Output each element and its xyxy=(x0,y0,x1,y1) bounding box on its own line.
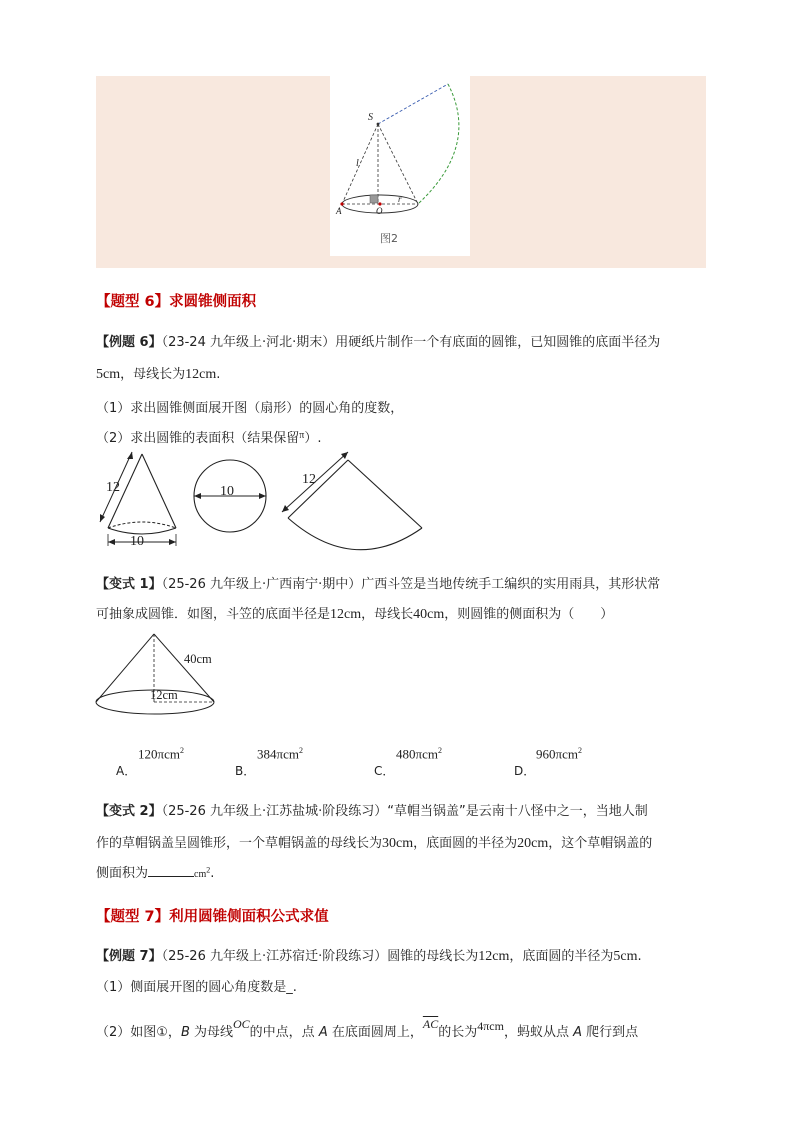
variant2-line3 xyxy=(96,862,214,881)
cone-slant-label: 12 xyxy=(106,480,120,495)
variant1-tag: 【变式 1】 xyxy=(96,577,162,592)
variant2-radius: 20cm xyxy=(517,836,549,851)
variant1-line2 xyxy=(96,603,613,623)
example7-slant: 12cm xyxy=(478,949,510,964)
circle-diameter-label: 10 xyxy=(220,484,234,499)
example7-text1a: （25-26 九年级上·江苏宿迁·阶段练习）圆锥的母线长为 xyxy=(161,949,479,964)
example6-radius: 5cm xyxy=(96,367,121,382)
arc-length: 4πcm xyxy=(477,1019,504,1033)
variant2-text2a: 作的草帽锅盖呈圆锥形，一个草帽锅盖的母线长为 xyxy=(96,836,383,851)
option-c-value: 480πcm$^2$ xyxy=(396,746,442,762)
example7-q2: （2）如图①，B 为母线OC的中点，点 A 在底面圆周上，$\overline{AC}$的长为4πcm，蚂蚁从点 A 爬行到点 xyxy=(96,1017,639,1040)
cone-unfold-diagram xyxy=(330,76,470,256)
variant2-text3a: 侧面积为 xyxy=(96,866,149,881)
variant1-cone-figure xyxy=(92,630,222,720)
section-heading-type6: 【题型 6】求圆锥侧面积 xyxy=(96,294,257,310)
label-r: r xyxy=(398,194,402,204)
variant2-text1: （25-26 九年级上·江苏盐城·阶段练习）“草帽当锅盖”是云南十八怪中之一，当地人制 xyxy=(161,804,648,819)
label-o: O xyxy=(376,206,383,216)
variant2-text2b: ，底面圆的半径为 xyxy=(413,836,518,851)
example6-tag: 【例题 6】 xyxy=(96,335,162,350)
variant2-text3-end: . xyxy=(210,866,215,881)
example6-q2 xyxy=(96,427,321,446)
variant1-radius: 12cm xyxy=(330,607,362,622)
arc-ac: $\overline{AC}$ xyxy=(422,1017,439,1031)
example7-text1c: . xyxy=(637,949,642,964)
variant1-text1: （25-26 九年级上·广西南宁·期中）广西斗笠是当地传统手工编织的实用雨具，其形状常 xyxy=(161,577,661,592)
variant1-slant: 40cm xyxy=(413,607,445,622)
option-b-letter: B． xyxy=(235,764,256,778)
example7-radius: 5cm xyxy=(613,949,638,964)
variant1-fig-radius: 12cm xyxy=(150,688,178,702)
variant1-text2c: ，则圆锥的侧面积为（ ） xyxy=(444,607,614,622)
example6-q1: （1）求出圆锥侧面展开图（扇形）的圆心角的度数， xyxy=(96,401,404,416)
example6-figures-svg xyxy=(96,446,446,556)
example6-text3: . xyxy=(216,367,221,382)
variant2-slant: 30cm xyxy=(382,836,414,851)
example7-q1: （1）侧面展开图的圆心角度数是_. xyxy=(96,980,297,995)
sector-radius-label: 12 xyxy=(302,472,316,487)
option-b-value: 384πcm$^2$ xyxy=(257,746,303,762)
variant1-cone-svg xyxy=(92,630,222,720)
option-a-letter: A． xyxy=(116,764,137,778)
variant2-unit: $cm^2$ xyxy=(194,865,211,880)
variant1-fig-slant: 40cm xyxy=(184,652,212,666)
example6-line2 xyxy=(96,363,220,383)
cone-base-label: 10 xyxy=(130,534,144,549)
example6-q2-end: ）. xyxy=(304,431,322,446)
label-a: A xyxy=(336,206,342,216)
example7-line1 xyxy=(96,945,642,965)
example6-q2-pi: π xyxy=(299,430,305,441)
variant1-line1 xyxy=(96,573,660,592)
example6-text1: （23-24 九年级上·河北·期末）用硬纸片制作一个有底面的圆锥，已知圆锥的底面半径为 xyxy=(161,335,661,350)
figure-caption: 图2 xyxy=(380,232,398,245)
example6-q2-start: （2）求出圆锥的表面积（结果保留 xyxy=(96,431,300,446)
option-d-value: 960πcm$^2$ xyxy=(536,746,582,762)
variant2-text2c: ，这个草帽锅盖的 xyxy=(548,836,653,851)
label-l: l xyxy=(356,158,359,169)
variant1-text2a: 可抽象成圆锥．如图，斗笠的底面半径是 xyxy=(96,607,331,622)
variant2-tag: 【变式 2】 xyxy=(96,804,162,819)
example6-text2: ，母线长为 xyxy=(120,367,186,382)
variant2-line2 xyxy=(96,832,652,852)
option-d-letter: D． xyxy=(514,764,536,778)
example7-tag: 【例题 7】 xyxy=(96,949,162,964)
variant2-answer-blank[interactable] xyxy=(148,866,194,877)
example6-figures xyxy=(96,446,446,556)
example6-line1 xyxy=(96,331,660,350)
label-s: S xyxy=(368,112,373,123)
example7-text1b: ，底面圆的半径为 xyxy=(509,949,614,964)
section-heading-type7: 【题型 7】利用圆锥侧面积公式求值 xyxy=(96,909,329,925)
segment-oc: OC xyxy=(233,1017,250,1031)
example6-slant: 12cm xyxy=(185,367,217,382)
variant2-line1 xyxy=(96,800,648,819)
option-c-letter: C． xyxy=(374,764,395,778)
cone-figure-2 xyxy=(330,76,470,256)
variant1-text2b: ，母线长 xyxy=(361,607,414,622)
option-a-value: 120πcm$^2$ xyxy=(138,746,184,762)
